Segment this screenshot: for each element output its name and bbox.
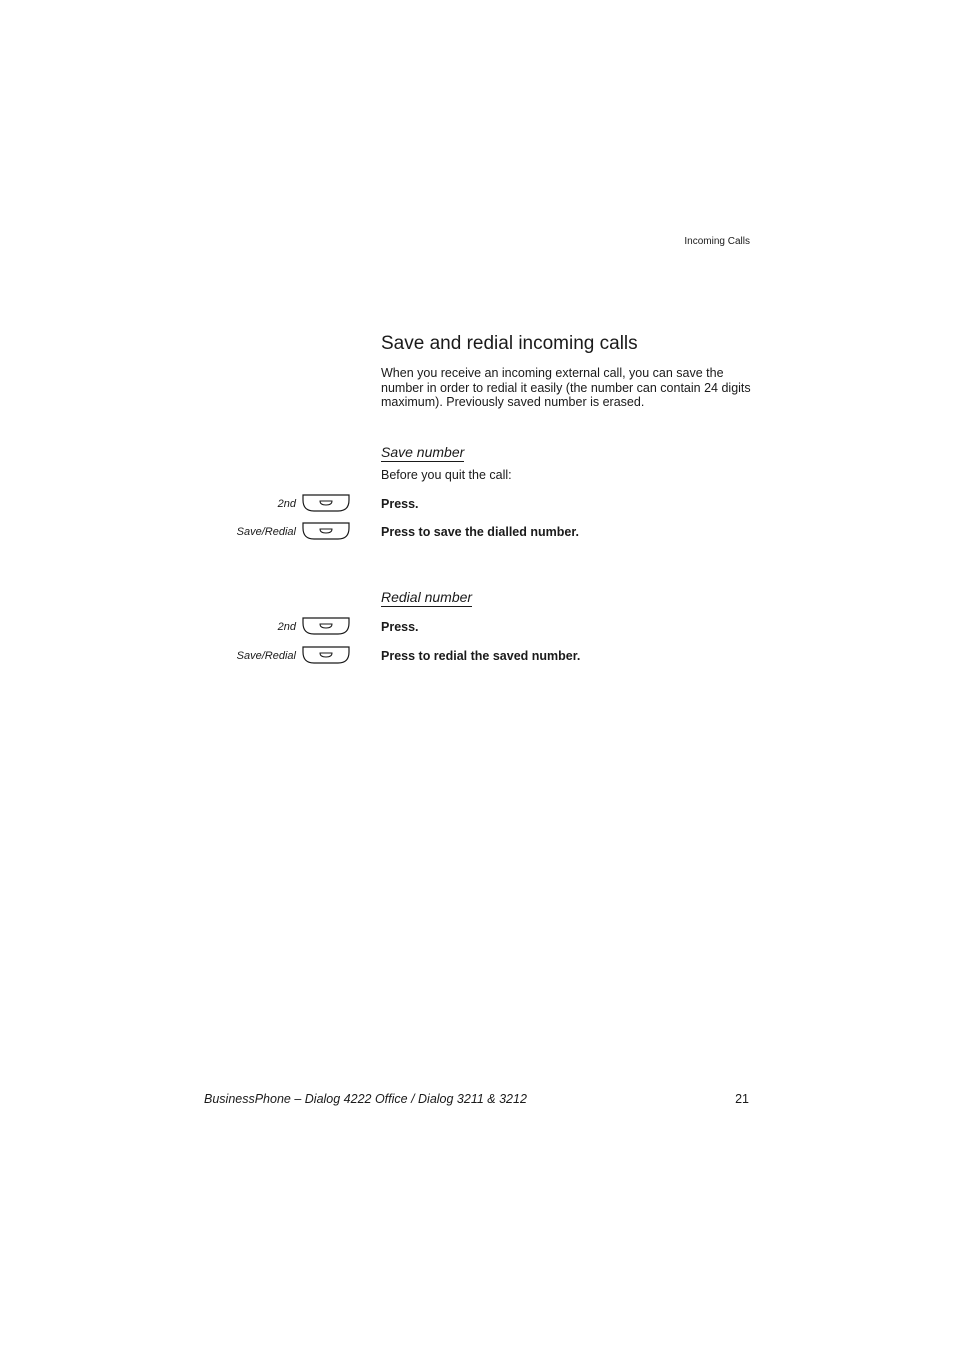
key-button-icon	[302, 646, 350, 664]
key-label-save-redial: Save/Redial	[236, 650, 296, 662]
save-step-1-text: Press.	[381, 497, 419, 511]
page-title: Save and redial incoming calls	[381, 333, 638, 354]
save-step-2-text: Press to save the dialled number.	[381, 525, 579, 539]
save-number-preface: Before you quit the call:	[381, 468, 512, 482]
key-button-icon	[302, 617, 350, 635]
key-label-2nd: 2nd	[277, 498, 296, 510]
intro-paragraph: When you receive an incoming external call, you can save the number in order to redial it easily (the number can contain 24 digits maximum). Previously saved number is erased.	[381, 366, 751, 410]
key-button-icon	[302, 494, 350, 512]
running-header: Incoming Calls	[684, 236, 750, 247]
key-label-2nd: 2nd	[277, 621, 296, 633]
page-number: 21	[735, 1092, 749, 1106]
footer-doc-title: BusinessPhone – Dialog 4222 Office / Dialog 3211 & 3212	[204, 1092, 527, 1106]
redial-step-2-text: Press to redial the saved number.	[381, 649, 581, 663]
key-button-icon	[302, 522, 350, 540]
key-label-save-redial: Save/Redial	[236, 526, 296, 538]
redial-number-heading: Redial number	[381, 589, 473, 605]
save-number-heading: Save number	[381, 444, 465, 460]
redial-step-1-text: Press.	[381, 620, 419, 634]
